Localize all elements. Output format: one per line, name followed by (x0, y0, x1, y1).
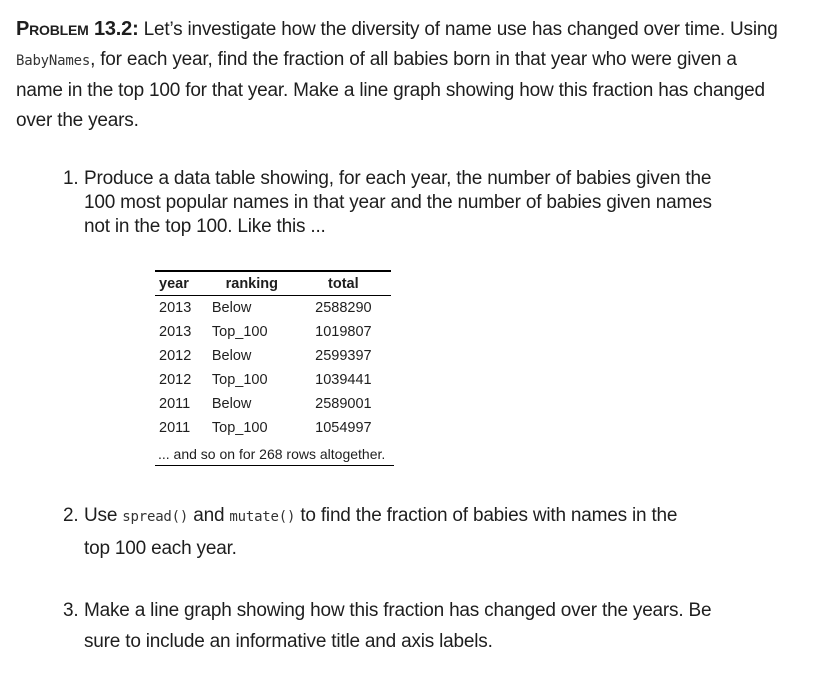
intro-line-4: over the years. (16, 110, 139, 131)
intro-text: Let’s investigate how the diversity of name use has changed over time. Using (138, 19, 778, 40)
cell-total: 1039441 (315, 372, 372, 388)
step-text-part: to find the fraction of babies with names in the (295, 505, 678, 526)
cell-ranking: Top_100 (211, 372, 268, 388)
cell-ranking: Top_100 (211, 420, 268, 436)
table-row (155, 368, 391, 392)
cell-year: 2011 (159, 420, 191, 436)
step-text-part: and (188, 505, 230, 526)
intro-line-3: name in the top 100 for that year. Make a line graph showing how this fraction has changed (16, 80, 765, 101)
cell-total: 2599397 (315, 348, 372, 364)
table-row (155, 320, 391, 344)
cell-year: 2012 (159, 372, 192, 388)
mutate-code: mutate() (229, 509, 296, 525)
problem-label: Problem 13.2: (16, 18, 139, 40)
header-year: year (155, 271, 208, 296)
header-total: total (296, 271, 391, 296)
table-footnote: ... and so on for 268 rows altogether. (155, 440, 394, 466)
step-text: sure to include an informative title and axis labels. (84, 631, 493, 652)
step-text: Produce a data table showing, for each year, the number of babies given the (84, 168, 712, 189)
table-row (155, 296, 391, 321)
step-marker: 3. (63, 600, 79, 621)
intro-line-1 (16, 14, 806, 45)
problem-statement (16, 14, 806, 136)
table-row (155, 344, 391, 368)
step-body (84, 500, 677, 564)
cell-year: 2012 (159, 348, 192, 364)
cell-total: 1019807 (315, 324, 372, 340)
cell-total: 2588290 (315, 300, 372, 316)
step-text: 100 most popular names in that year and the number of babies given names (84, 192, 712, 213)
babynames-code: BabyNames (16, 53, 91, 69)
example-table (155, 270, 396, 466)
step-text (84, 500, 677, 533)
spread-code: spread() (122, 509, 189, 525)
cell-ranking: Below (211, 396, 252, 412)
cell-year: 2011 (159, 396, 191, 412)
cell-year: 2013 (159, 324, 192, 340)
step-marker: 1. (63, 168, 79, 189)
data-table (155, 270, 391, 440)
cell-total: 1054997 (315, 420, 372, 436)
step-body (84, 595, 711, 657)
step-text: not in the top 100. Like this ... (84, 216, 326, 237)
step-text-part: Use (84, 505, 123, 526)
step-body (84, 167, 712, 239)
cell-ranking: Below (211, 348, 252, 364)
step-text: Make a line graph showing how this fraction has changed over the years. Be (84, 600, 712, 621)
cell-year: 2013 (159, 300, 192, 316)
step-text: top 100 each year. (84, 538, 237, 559)
intro-text: , for each year, find the fraction of all babies born in that year who were given a (90, 49, 737, 70)
cell-total: 2589001 (315, 396, 372, 412)
table-header-row (155, 271, 391, 296)
cell-ranking: Top_100 (211, 324, 268, 340)
table-row (155, 416, 391, 440)
intro-line-2 (16, 45, 806, 76)
header-ranking: ranking (208, 271, 296, 296)
cell-ranking: Below (211, 300, 252, 316)
table-row (155, 392, 391, 416)
step-marker: 2. (63, 505, 79, 526)
